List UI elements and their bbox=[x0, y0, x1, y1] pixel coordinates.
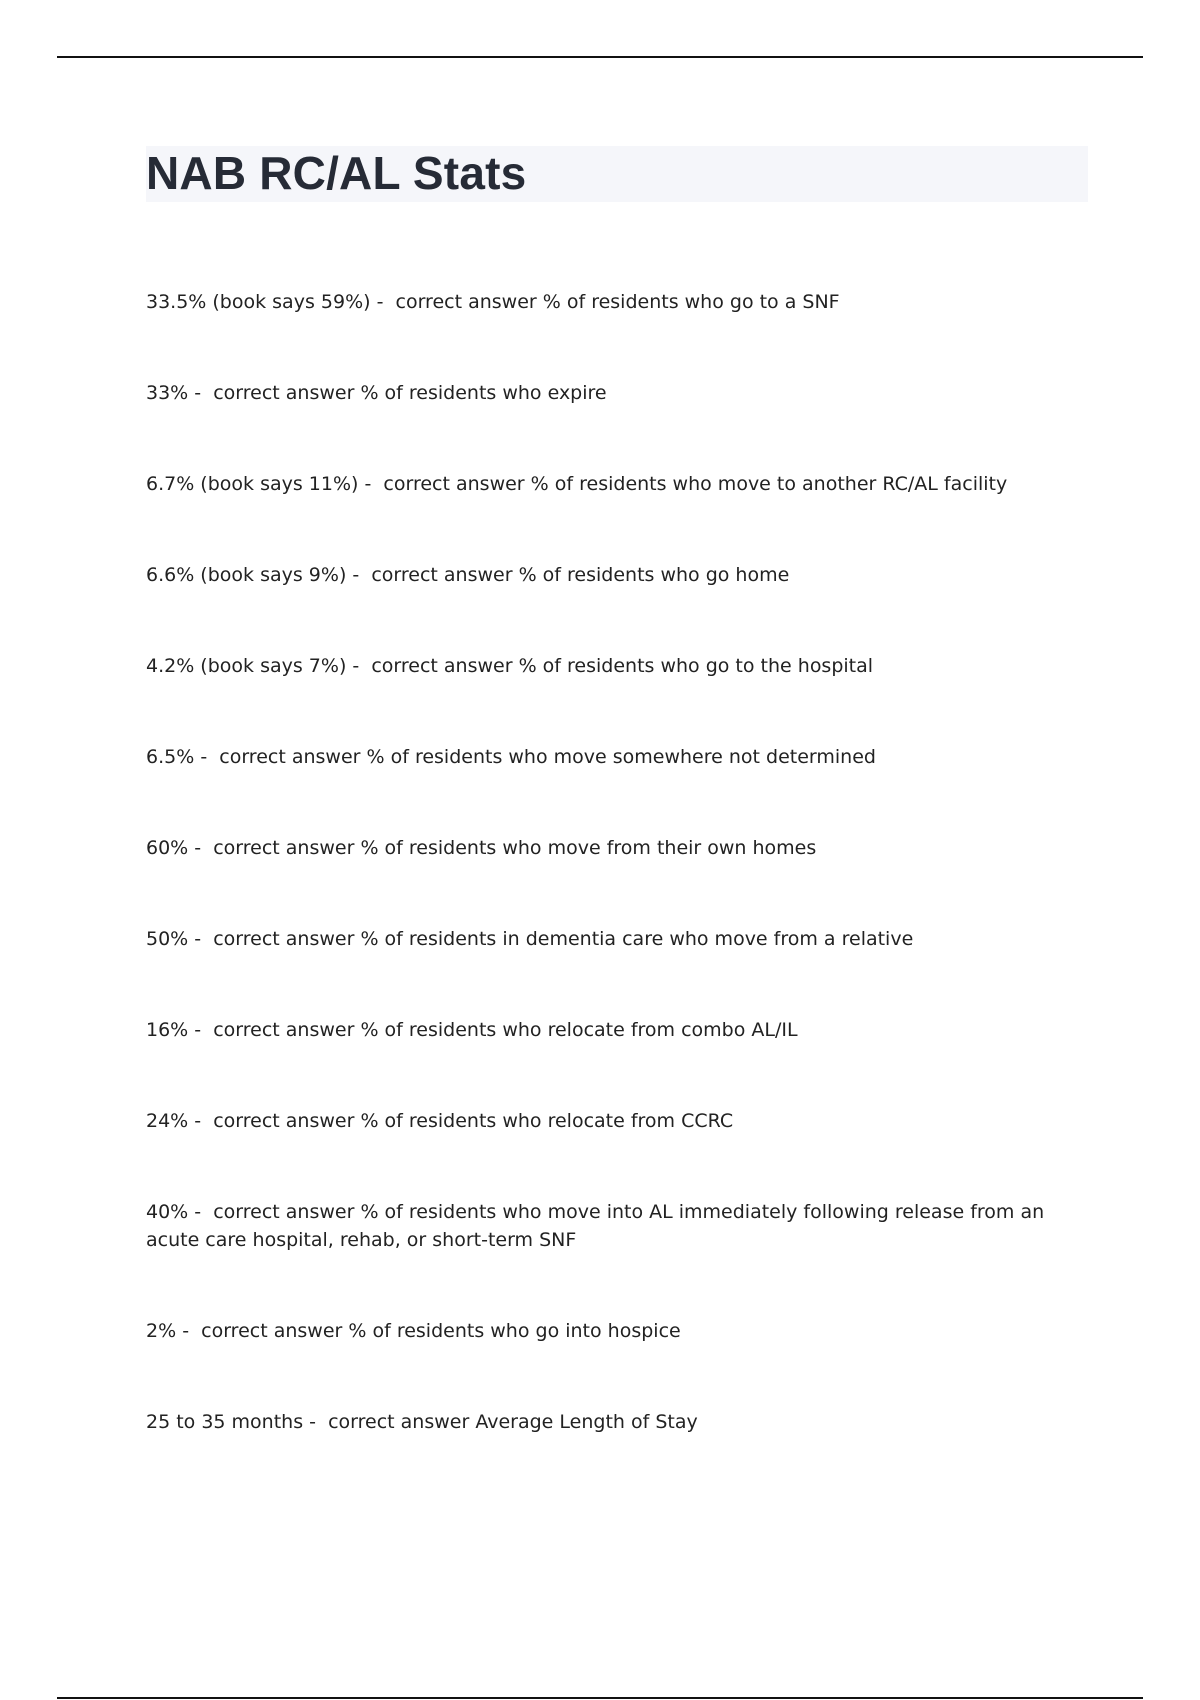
qa-separator: - correct answer bbox=[188, 928, 361, 950]
qa-answer: 6.7% (book says 11%) bbox=[146, 473, 359, 495]
qa-question: % of residents who go to the hospital bbox=[518, 655, 874, 677]
qa-answer: 2% bbox=[146, 1320, 177, 1342]
qa-item bbox=[146, 1317, 1076, 1345]
qa-question: % of residents who go into hospice bbox=[348, 1320, 681, 1342]
qa-answer: 6.5% bbox=[146, 746, 195, 768]
qa-question: % of residents who move to another RC/AL facility bbox=[530, 473, 1008, 495]
qa-item bbox=[146, 834, 1076, 862]
qa-question: % of residents who relocate from combo AL/IL bbox=[360, 1019, 798, 1041]
qa-separator: - correct answer bbox=[370, 291, 543, 313]
qa-separator: - correct answer bbox=[188, 1201, 361, 1223]
qa-separator: - correct answer bbox=[346, 655, 519, 677]
qa-question: % of residents who go home bbox=[518, 564, 790, 586]
qa-list bbox=[146, 288, 1076, 1499]
qa-question: Average Length of Stay bbox=[475, 1411, 698, 1433]
qa-answer: 6.6% (book says 9%) bbox=[146, 564, 347, 586]
qa-item bbox=[146, 1107, 1076, 1135]
bottom-divider bbox=[57, 1697, 1143, 1699]
top-divider bbox=[57, 56, 1143, 58]
qa-separator: - correct answer bbox=[188, 1110, 361, 1132]
qa-item bbox=[146, 925, 1076, 953]
qa-separator: - correct answer bbox=[176, 1320, 349, 1342]
qa-item bbox=[146, 1408, 1076, 1436]
page-title: NAB RC/AL Stats bbox=[146, 147, 527, 199]
qa-answer: 33% bbox=[146, 382, 189, 404]
qa-item bbox=[146, 288, 1076, 316]
qa-separator: - correct answer bbox=[188, 837, 361, 859]
qa-question: % of residents who relocate from CCRC bbox=[360, 1110, 734, 1132]
qa-question: % of residents who move somewhere not determined bbox=[366, 746, 876, 768]
qa-item bbox=[146, 652, 1076, 680]
qa-separator: - correct answer bbox=[346, 564, 519, 586]
qa-question: % of residents who move from their own homes bbox=[360, 837, 817, 859]
qa-item bbox=[146, 561, 1076, 589]
qa-separator: - correct answer bbox=[358, 473, 531, 495]
qa-separator: - correct answer bbox=[303, 1411, 476, 1433]
qa-answer: 60% bbox=[146, 837, 189, 859]
qa-answer: 24% bbox=[146, 1110, 189, 1132]
qa-item bbox=[146, 1198, 1076, 1254]
qa-answer: 16% bbox=[146, 1019, 189, 1041]
qa-item bbox=[146, 743, 1076, 771]
qa-separator: - correct answer bbox=[188, 1019, 361, 1041]
qa-answer: 25 to 35 months bbox=[146, 1411, 304, 1433]
qa-question: % of residents in dementia care who move from a relative bbox=[360, 928, 914, 950]
qa-separator: - correct answer bbox=[194, 746, 367, 768]
qa-item bbox=[146, 379, 1076, 407]
qa-question: % of residents who move into AL immediately following release from an acute care hospital, rehab, or short-term SNF bbox=[146, 1201, 1045, 1251]
qa-answer: 50% bbox=[146, 928, 189, 950]
qa-item bbox=[146, 1016, 1076, 1044]
qa-answer: 33.5% (book says 59%) bbox=[146, 291, 371, 313]
qa-separator: - correct answer bbox=[188, 382, 361, 404]
qa-answer: 40% bbox=[146, 1201, 189, 1223]
qa-item bbox=[146, 470, 1076, 498]
qa-question: % of residents who go to a SNF bbox=[542, 291, 840, 313]
qa-question: % of residents who expire bbox=[360, 382, 607, 404]
qa-answer: 4.2% (book says 7%) bbox=[146, 655, 347, 677]
